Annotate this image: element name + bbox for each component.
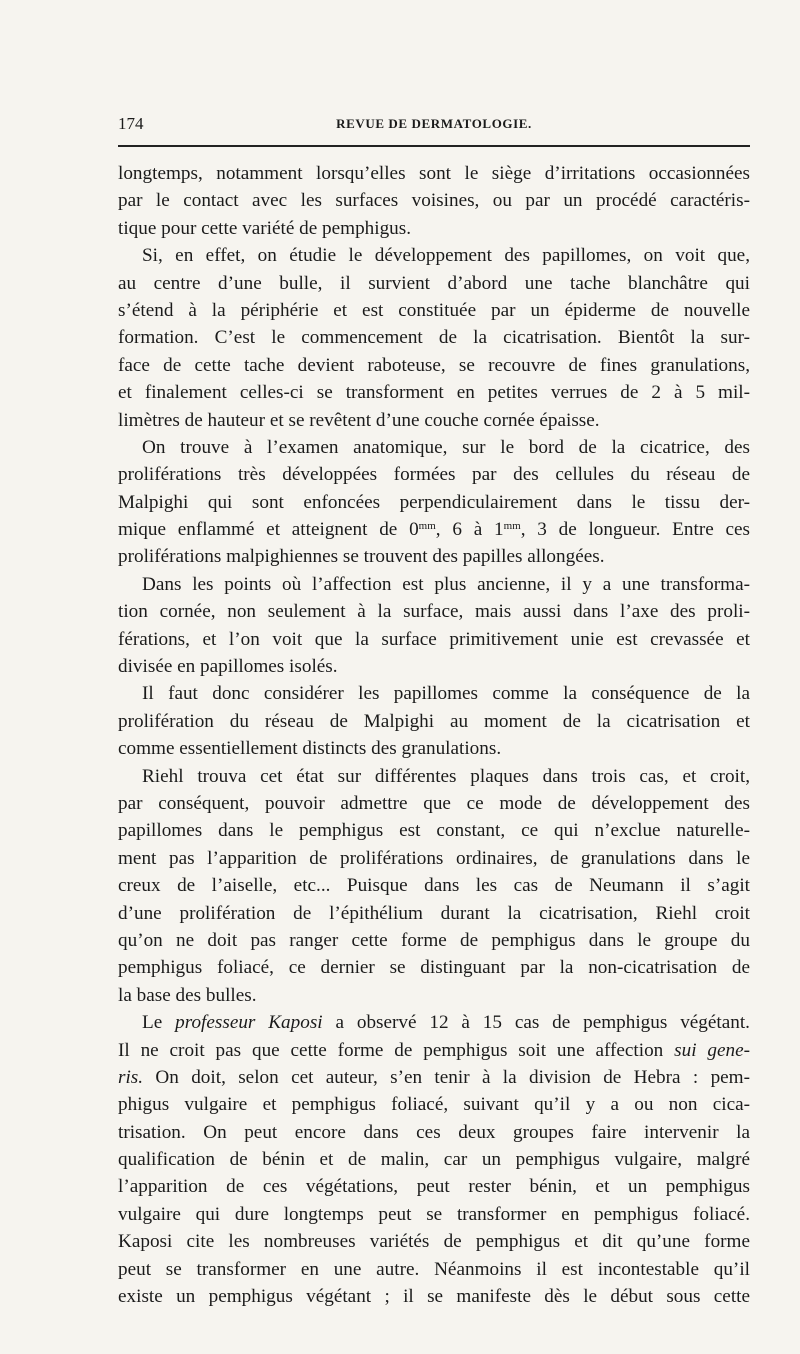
text-line [118,571,750,598]
text-line [118,434,750,461]
text-run-text: l’apparition de ces végétations, peut rester bénin, et un pemphigus [118,1176,750,1198]
text-run-text: s’étend à la périphérie et est constituée par un épiderme de nouvelle [118,299,750,321]
text-run-text: face de cette tache devient raboteuse, se recouvre de fines granulations, [118,354,750,376]
text-run-text: Il faut donc considérer les papillomes comme la conséquence de la [142,683,750,705]
text-run-text: divisée en papillomes isolés. [118,656,338,678]
text-run-text: qu’on ne doit pas ranger cette forme de pemphigus dans le groupe du [118,929,750,951]
text-run-text: existe un pemphigus végétant ; il se manifeste dès le début sous cette [118,1286,750,1308]
text-run-text: formation. C’est le commencement de la cicatrisation. Bientôt la sur- [118,327,750,349]
body-text [118,160,750,1310]
text-line [118,735,750,762]
text-line [118,1009,750,1036]
text-run-text: creux de l’aiselle, etc... Puisque dans les cas de Neumann il s’agit [118,875,750,897]
text-run-text: comme essentiellement distincts des granulations. [118,738,502,760]
text-run-text: phigus vulgaire et pemphigus foliacé, suivant qu’il y a ou non cica- [118,1094,750,1116]
text-line [118,982,750,1009]
text-line [118,242,750,269]
text-run-text: tique pour cette variété de pemphigus. [118,217,412,239]
text-run-text: au centre d’une bulle, il survient d’abord une tache blanchâtre qui [118,272,750,294]
text-line [118,461,750,488]
text-line [118,626,750,653]
text-line [118,954,750,981]
text-line [118,270,750,297]
text-line [118,1037,750,1064]
text-line [118,708,750,735]
header-rule [118,145,750,147]
text-run-text: par le contact avec les surfaces voisines, ou par un procédé caractéris- [118,190,750,212]
text-line [118,872,750,899]
text-line [118,543,750,570]
text-line [118,215,750,242]
running-head: REVUE DE DERMATOLOGIE. [336,116,532,131]
text-run-text: Dans les points où l’affection est plus ancienne, il y a une transforma- [142,573,750,595]
text-run-text: d’une prolifération de l’épithélium durant la cicatrisation, Riehl croit [118,902,750,924]
text-line [118,1201,750,1228]
text-line [118,900,750,927]
text-line [118,297,750,324]
text-run-text: ment pas l’apparition de proliférations ordinaires, de granulations dans le [118,847,750,869]
text-line [118,1146,750,1173]
text-run-text: tion cornée, non seulement à la surface, mais aussi dans l’axe des proli- [118,601,750,623]
text-line [118,324,750,351]
text-run-tail: a observé 12 à 15 cas de pemphigus végétant. [322,1012,750,1034]
text-run-text: mique enflammé et atteignent de 0 [118,519,419,541]
text-line [118,407,750,434]
text-run-tail: On doit, selon cet auteur, s’en tenir à la division de Hebra : pem- [143,1066,750,1088]
text-line [118,763,750,790]
text-run-text: et finalement celles-ci se transforment en petites verrues de 2 à 5 mil- [118,382,750,404]
text-line [118,927,750,954]
text-line [118,1256,750,1283]
text-run-mid: , 6 à 1 [435,519,504,541]
text-line [118,516,750,543]
text-run-text: qualification de bénin et de malin, car un pemphigus vulgaire, malgré [118,1149,750,1171]
text-line [118,489,750,516]
text-line [118,1173,750,1200]
text-run-text: trisation. On peut encore dans ces deux groupes faire intervenir la [118,1121,750,1143]
text-run-text: la base des bulles. [118,984,257,1006]
text-run-text: férations, et l’on voit que la surface primitivement unie est crevassée et [118,628,750,650]
text-line [118,790,750,817]
text-run-text: peut se transformer en une autre. Néanmoins il est incontestable qu’il [118,1258,750,1280]
text-run-text: papillomes dans le pemphigus est constant, ce qui n’exclue naturelle- [118,820,750,842]
text-line [118,1064,750,1091]
text-run-italic: ris. [118,1066,144,1088]
text-run-text: par conséquent, pouvoir admettre que ce mode de développement des [118,792,750,814]
text-line [118,160,750,187]
text-line [118,1228,750,1255]
text-line [118,1091,750,1118]
text-run-text: prolifération du réseau de Malpighi au moment de la cicatrisation et [118,710,750,732]
text-run-text: Malpighi qui sont enfoncées perpendiculairement dans le tissu der- [118,491,750,513]
text-line [118,817,750,844]
text-run-text: proliférations très développées formées par des cellules du réseau de [118,464,750,486]
text-line [118,598,750,625]
text-run-tail: , 3 de longueur. Entre ces [520,519,750,541]
text-line [118,680,750,707]
text-line [118,653,750,680]
text-run-text: Kaposi cite les nombreuses variétés de pemphigus et dit qu’une forme [118,1231,750,1253]
text-run-italic: sui gene- [674,1039,750,1061]
text-line [118,352,750,379]
text-line [118,1119,750,1146]
text-run-sup2: mm [503,520,521,533]
text-run-text: pemphigus foliacé, ce dernier se distinguant par la non-cicatrisation de [118,957,750,979]
text-line [118,379,750,406]
text-run-text: limètres de hauteur et se revêtent d’une couche cornée épaisse. [118,409,600,431]
page-number: 174 [118,114,144,133]
text-run-text: Si, en effet, on étudie le développement des papillomes, on voit que, [142,245,750,267]
text-run-text: Riehl trouva cet état sur différentes plaques dans trois cas, et croit, [142,765,750,787]
text-line [118,1283,750,1310]
text-run-text: longtemps, notamment lorsqu’elles sont le siège d’irritations occasionnées [118,163,750,184]
text-line [118,845,750,872]
text-line [118,187,750,214]
text-run-text: On trouve à l’examen anatomique, sur le bord de la cicatrice, des [142,436,750,458]
text-run-text: Il ne croit pas que cette forme de pemphigus soit une affection [118,1039,675,1061]
text-run-text: Le [142,1012,176,1034]
text-run-italic: professeur Kaposi [175,1012,323,1034]
text-run-text: vulgaire qui dure longtemps peut se transformer en pemphigus foliacé. [118,1203,750,1225]
page-header [118,114,750,136]
text-run-sup1: mm [418,520,436,533]
text-run-text: proliférations malpighiennes se trouvent des papilles allongées. [118,546,605,568]
